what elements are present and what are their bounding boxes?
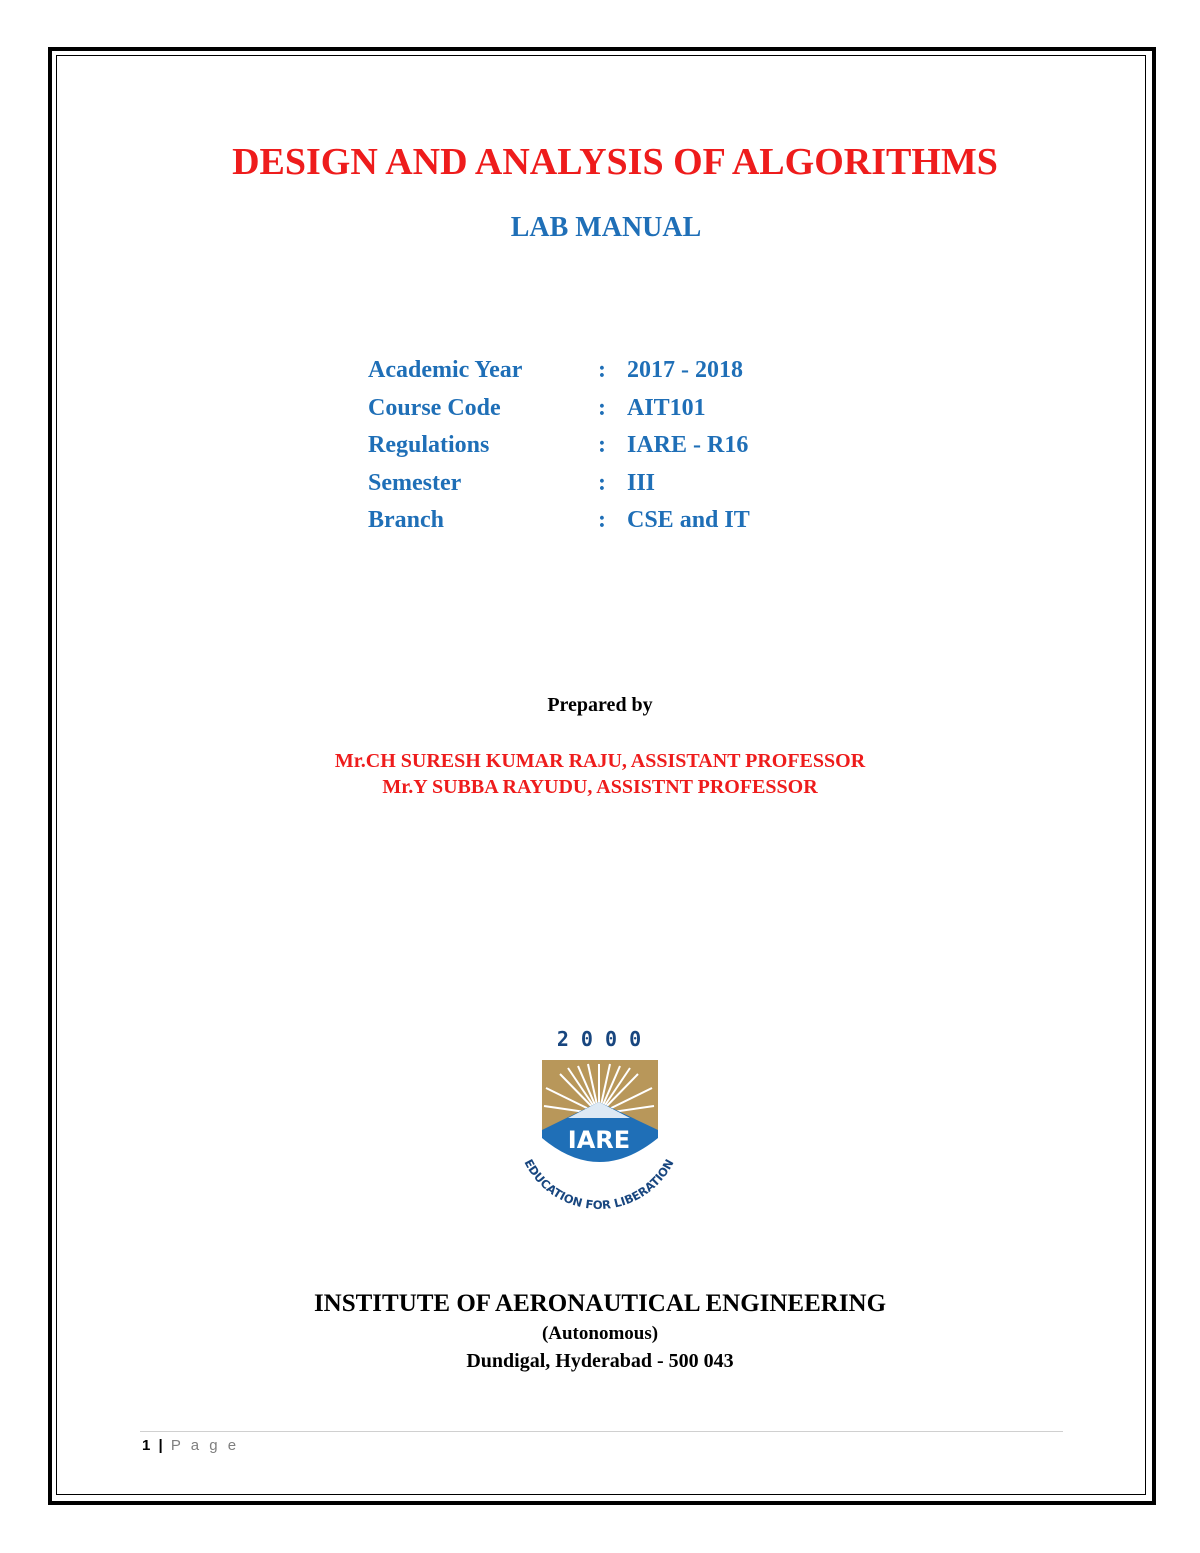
info-separator: : [598, 469, 606, 496]
iare-logo [508, 1026, 690, 1214]
document-title: DESIGN AND ANALYSIS OF ALGORITHMS [232, 141, 998, 183]
info-row-course-code [368, 390, 750, 428]
info-value: III [627, 469, 656, 496]
info-row-semester [368, 465, 750, 503]
course-info-table [368, 352, 750, 540]
footer-separator: | [158, 1437, 163, 1454]
info-label: Semester [368, 469, 462, 496]
info-separator: : [598, 432, 606, 459]
info-row-regulations [368, 427, 750, 465]
author-line: Mr.Y SUBBA RAYUDU, ASSISTNT PROFESSOR [382, 776, 818, 798]
info-separator: : [598, 507, 606, 534]
info-value: IARE - R16 [627, 432, 749, 459]
author-line: Mr.CH SURESH KUMAR RAJU, ASSISTANT PROFESSOR [334, 750, 866, 772]
authors-block [0, 748, 1200, 800]
institute-address: Dundigal, Hyderabad - 500 043 [466, 1350, 734, 1372]
logo-year: 2 0 0 0 [556, 1027, 642, 1051]
logo-motto: EDUCATION FOR LIBERATION [521, 1156, 677, 1213]
info-label: Academic Year [368, 357, 523, 384]
info-label: Regulations [368, 432, 490, 459]
page-label: P a g e [170, 1437, 240, 1454]
info-row-academic-year [368, 352, 750, 390]
prepared-by-label: Prepared by [547, 694, 653, 716]
info-label: Course Code [368, 394, 501, 421]
info-separator: : [598, 357, 606, 384]
institute-name: INSTITUTE OF AERONAUTICAL ENGINEERING [313, 1290, 887, 1317]
info-value: 2017 - 2018 [627, 357, 743, 384]
document-subtitle: LAB MANUAL [510, 212, 702, 243]
page-number: 1 [142, 1437, 151, 1454]
info-row-branch [368, 502, 750, 540]
page-footer [142, 1437, 239, 1454]
info-separator: : [598, 394, 606, 421]
info-value: AIT101 [627, 394, 706, 421]
footer-divider [140, 1431, 1063, 1432]
info-value: CSE and IT [627, 507, 750, 534]
logo-name: IARE [567, 1126, 631, 1154]
institute-type: (Autonomous) [541, 1323, 659, 1344]
info-label: Branch [368, 507, 445, 534]
